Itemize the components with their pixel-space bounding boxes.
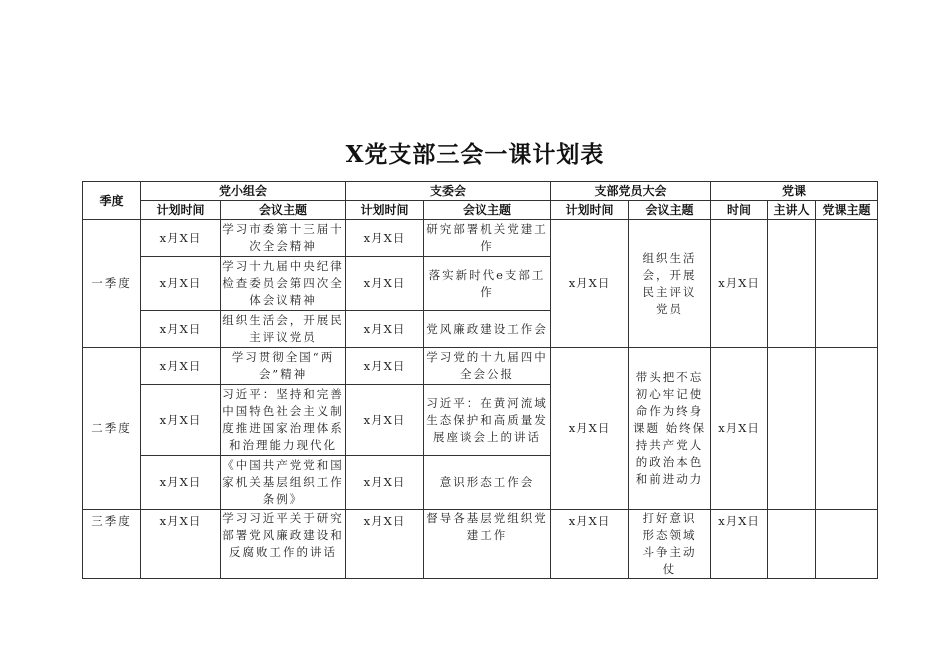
group-date: x月X日 [141,311,221,348]
committee-topic: 督导各基层党组织党建工作 [424,510,551,579]
group-topic: 学习十九届中央纪律检查委员会第四次全体会议精神 [221,257,346,311]
header-group-plan-time: 计划时间 [141,201,221,220]
general-topic: 打好意识形态领域斗争主动仗 [629,510,711,579]
group-date: x月X日 [141,348,221,385]
general-topic: 组织生活会，开展民主评议党员 [629,220,711,348]
header-general-plan-time: 计划时间 [551,201,629,220]
group-date: x月X日 [141,220,221,257]
class-speaker [768,510,816,579]
committee-date: x月X日 [346,510,424,579]
group-date: x月X日 [141,257,221,311]
class-time: x月X日 [711,510,768,579]
general-date: x月X日 [551,510,629,579]
committee-date: x月X日 [346,220,424,257]
group-topic: 《中国共产党党和国家机关基层组织工作条例》 [221,456,346,510]
quarter-label: 一季度 [83,220,141,348]
committee-topic: 习近平：在黄河流域生态保护和高质量发展座谈会上的讲话 [424,385,551,456]
general-date: x月X日 [551,220,629,348]
class-topic [816,348,878,510]
class-time: x月X日 [711,348,768,510]
general-date: x月X日 [551,348,629,510]
header-class-topic: 党课主题 [816,201,878,220]
header-party-group: 党小组会 [141,182,346,201]
class-topic [816,510,878,579]
header-general-topic: 会议主题 [629,201,711,220]
header-committee-topic: 会议主题 [424,201,551,220]
header-class-time: 时间 [711,201,768,220]
header-general-meeting: 支部党员大会 [551,182,711,201]
table-row [83,348,878,385]
committee-topic: 研究部署机关党建工作 [424,220,551,257]
committee-date: x月X日 [346,348,424,385]
committee-topic: 党风廉政建设工作会 [424,311,551,348]
group-topic: 组织生活会，开展民主评议党员 [221,311,346,348]
plan-table [82,181,878,579]
header-row-sub [83,201,878,220]
group-topic: 学习习近平关于研究部署党风廉政建设和反腐败工作的讲话 [221,510,346,579]
group-topic: 学习市委第十三届十次全会精神 [221,220,346,257]
committee-date: x月X日 [346,456,424,510]
group-topic: 学习贯彻全国“两会”精神 [221,348,346,385]
page-title: X党支部三会一课计划表 [345,141,605,168]
general-topic: 带头把不忘初心牢记使命作为终身课题 始终保持共产党人的政治本色和前进动力 [629,348,711,510]
committee-topic: 落实新时代e支部工作 [424,257,551,311]
table-row [83,220,878,257]
committee-date: x月X日 [346,257,424,311]
committee-topic: 学习党的十九届四中全会公报 [424,348,551,385]
class-speaker [768,220,816,348]
class-time: x月X日 [711,220,768,348]
header-committee-plan-time: 计划时间 [346,201,424,220]
quarter-label: 二季度 [83,348,141,510]
class-speaker [768,348,816,510]
class-topic [816,220,878,348]
table-row [83,510,878,579]
quarter-label: 三季度 [83,510,141,579]
group-topic: 习近平：坚持和完善中国特色社会主义制度推进国家治理体系和治理能力现代化 [221,385,346,456]
group-date: x月X日 [141,456,221,510]
committee-date: x月X日 [346,311,424,348]
header-quarter: 季度 [83,182,141,220]
header-committee: 支委会 [346,182,551,201]
header-party-class: 党课 [711,182,878,201]
header-group-topic: 会议主题 [221,201,346,220]
header-row-groups [83,182,878,201]
group-date: x月X日 [141,385,221,456]
group-date: x月X日 [141,510,221,579]
committee-date: x月X日 [346,385,424,456]
committee-topic: 意识形态工作会 [424,456,551,510]
header-class-speaker: 主讲人 [768,201,816,220]
